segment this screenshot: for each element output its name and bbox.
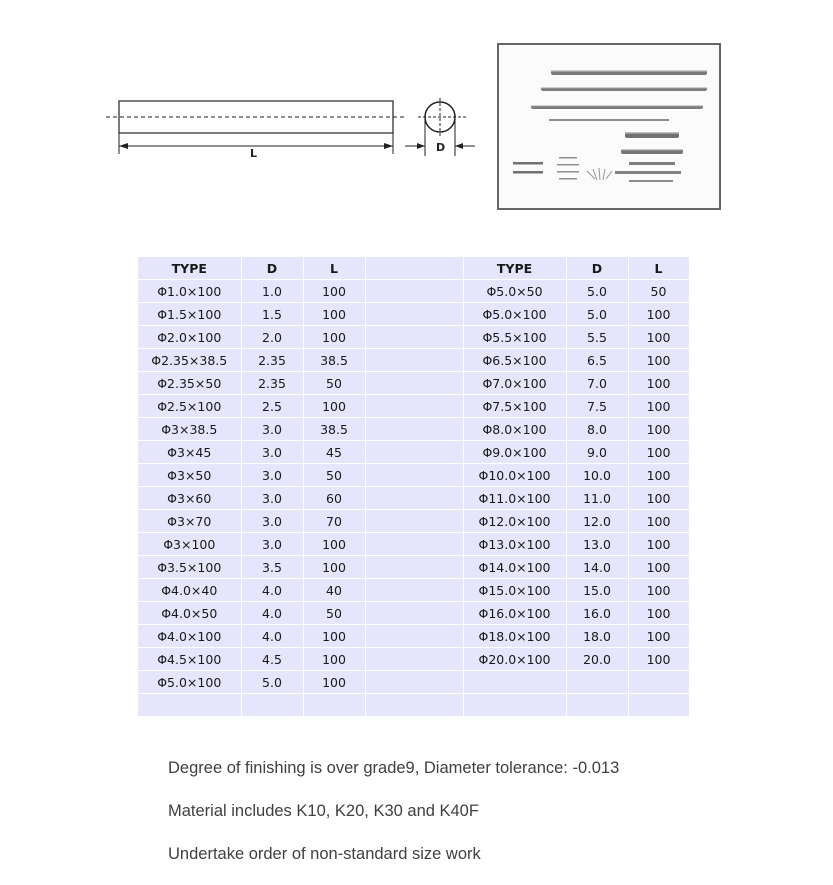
left-d-cell: 3.5 [241,556,303,579]
left-d-cell: 2.35 [241,372,303,395]
empty-cell [628,694,689,717]
left-l-cell: 100 [303,556,365,579]
left-l-cell: 70 [303,510,365,533]
right-l-cell: 100 [628,303,689,326]
right-l-cell: 100 [628,625,689,648]
left-l-cell: 38.5 [303,418,365,441]
table-row [138,326,689,349]
table-header-row [138,257,689,280]
right-d-cell: 6.5 [566,349,628,372]
spacer-cell [365,694,463,717]
left-type-cell: Φ2.5×100 [138,395,241,418]
right-type-cell: Φ7.5×100 [463,395,566,418]
right-d-cell: 11.0 [566,487,628,510]
right-l-cell: 100 [628,579,689,602]
left-d-cell: 2.5 [241,395,303,418]
spacer-cell [365,625,463,648]
left-l-cell: 50 [303,602,365,625]
left-d-cell: 1.5 [241,303,303,326]
finishing-tolerance-note: Degree of finishing is over grade9, Diameter tolerance: -0.013 [168,759,620,777]
right-l-cell: 50 [628,280,689,303]
left-d-cell: 3.0 [241,464,303,487]
rod-dimension-diagram [100,88,485,178]
empty-cell [463,694,566,717]
left-l-cell: 50 [303,372,365,395]
left-type-cell: Φ3×70 [138,510,241,533]
left-d-cell: 4.5 [241,648,303,671]
right-l-cell: 100 [628,418,689,441]
left-header-type: TYPE [138,257,241,280]
left-d-cell: 3.0 [241,510,303,533]
spacer-cell [365,326,463,349]
length-arrow-right [384,143,393,149]
right-type-cell: Φ12.0×100 [463,510,566,533]
left-d-cell: 2.35 [241,349,303,372]
right-l-cell: 100 [628,556,689,579]
left-l-cell: 40 [303,579,365,602]
right-type-cell: Φ7.0×100 [463,372,566,395]
left-l-cell: 100 [303,648,365,671]
left-l-cell: 100 [303,671,365,694]
right-d-cell: 8.0 [566,418,628,441]
spacer-cell [365,464,463,487]
left-d-cell: 5.0 [241,671,303,694]
spacer-cell [365,533,463,556]
right-d-cell: 5.0 [566,303,628,326]
table-row [138,441,689,464]
right-d-cell: 14.0 [566,556,628,579]
left-type-cell: Φ4.0×100 [138,625,241,648]
right-d-cell: 9.0 [566,441,628,464]
right-l-cell: 100 [628,441,689,464]
spacer-cell [365,372,463,395]
diameter-arrow-right [455,143,463,149]
right-type-cell: Φ16.0×100 [463,602,566,625]
right-type-cell: Φ13.0×100 [463,533,566,556]
left-type-cell: Φ2.35×50 [138,372,241,395]
spacer-cell [365,602,463,625]
spacer-cell [365,280,463,303]
left-d-cell: 4.0 [241,602,303,625]
custom-order-note: Undertake order of non-standard size work [168,845,481,863]
diameter-label: D [436,141,446,154]
table-row [138,487,689,510]
spacer-cell [365,487,463,510]
left-l-cell: 50 [303,464,365,487]
diameter-arrow-left [417,143,425,149]
right-header-d: D [566,257,628,280]
left-type-cell: Φ1.5×100 [138,303,241,326]
left-type-cell: Φ3×100 [138,533,241,556]
left-l-cell: 100 [303,303,365,326]
right-type-cell: Φ5.0×50 [463,280,566,303]
right-type-cell: Φ15.0×100 [463,579,566,602]
right-l-cell: 100 [628,349,689,372]
right-header-type: TYPE [463,257,566,280]
right-header-l: L [628,257,689,280]
right-l-cell: 100 [628,326,689,349]
right-d-cell: 20.0 [566,648,628,671]
table-row [138,602,689,625]
right-l-cell: 100 [628,533,689,556]
left-type-cell: Φ2.0×100 [138,326,241,349]
empty-cell [463,671,566,694]
right-type-cell: Φ10.0×100 [463,464,566,487]
left-type-cell: Φ3×38.5 [138,418,241,441]
left-l-cell: 45 [303,441,365,464]
left-type-cell: Φ2.35×38.5 [138,349,241,372]
table-row [138,556,689,579]
left-type-cell: Φ3×45 [138,441,241,464]
spacer-cell [365,349,463,372]
carbide-rods-photo [499,45,719,208]
right-type-cell: Φ6.5×100 [463,349,566,372]
left-d-cell: 3.0 [241,533,303,556]
left-type-cell: Φ3×60 [138,487,241,510]
right-type-cell: Φ8.0×100 [463,418,566,441]
length-label: L [250,147,258,160]
right-type-cell: Φ20.0×100 [463,648,566,671]
table-row [138,510,689,533]
left-header-l: L [303,257,365,280]
left-d-cell: 3.0 [241,487,303,510]
right-l-cell: 100 [628,395,689,418]
spacer-cell [365,303,463,326]
right-l-cell: 100 [628,372,689,395]
left-l-cell: 100 [303,326,365,349]
empty-cell [566,694,628,717]
empty-cell [628,671,689,694]
right-type-cell: Φ11.0×100 [463,487,566,510]
table-row [138,694,689,717]
table-row [138,303,689,326]
right-d-cell: 5.0 [566,280,628,303]
empty-cell [241,694,303,717]
length-arrow-left [119,143,128,149]
size-spec-table [138,257,690,717]
table-row [138,533,689,556]
table-row [138,464,689,487]
left-d-cell: 4.0 [241,579,303,602]
table-row [138,579,689,602]
table-row [138,372,689,395]
table-row [138,280,689,303]
right-d-cell: 7.5 [566,395,628,418]
left-type-cell: Φ4.5×100 [138,648,241,671]
table-row [138,625,689,648]
right-l-cell: 100 [628,510,689,533]
spec-notes [168,756,768,885]
left-d-cell: 2.0 [241,326,303,349]
empty-cell [303,694,365,717]
left-d-cell: 3.0 [241,441,303,464]
spacer-cell [365,257,463,280]
right-type-cell: Φ5.0×100 [463,303,566,326]
empty-cell [566,671,628,694]
left-type-cell: Φ5.0×100 [138,671,241,694]
left-type-cell: Φ4.0×40 [138,579,241,602]
spacer-cell [365,395,463,418]
right-l-cell: 100 [628,602,689,625]
left-l-cell: 38.5 [303,349,365,372]
right-type-cell: Φ14.0×100 [463,556,566,579]
material-note: Material includes K10, K20, K30 and K40F [168,802,479,820]
spacer-cell [365,579,463,602]
right-type-cell: Φ9.0×100 [463,441,566,464]
right-d-cell: 10.0 [566,464,628,487]
empty-cell [138,694,241,717]
left-l-cell: 60 [303,487,365,510]
right-d-cell: 16.0 [566,602,628,625]
right-l-cell: 100 [628,648,689,671]
right-d-cell: 5.5 [566,326,628,349]
spacer-cell [365,648,463,671]
right-d-cell: 18.0 [566,625,628,648]
right-d-cell: 13.0 [566,533,628,556]
left-l-cell: 100 [303,280,365,303]
product-photo [497,43,721,210]
right-d-cell: 12.0 [566,510,628,533]
left-type-cell: Φ3×50 [138,464,241,487]
right-d-cell: 7.0 [566,372,628,395]
right-type-cell: Φ18.0×100 [463,625,566,648]
spacer-cell [365,441,463,464]
left-d-cell: 1.0 [241,280,303,303]
spacer-cell [365,510,463,533]
table-row [138,648,689,671]
right-type-cell: Φ5.5×100 [463,326,566,349]
left-type-cell: Φ1.0×100 [138,280,241,303]
left-d-cell: 3.0 [241,418,303,441]
table-row [138,395,689,418]
size-spec-table-body [138,257,689,717]
left-type-cell: Φ4.0×50 [138,602,241,625]
spacer-cell [365,556,463,579]
table-row [138,418,689,441]
left-header-d: D [241,257,303,280]
spacer-cell [365,671,463,694]
left-l-cell: 100 [303,395,365,418]
left-l-cell: 100 [303,533,365,556]
table-row [138,671,689,694]
right-d-cell: 15.0 [566,579,628,602]
left-l-cell: 100 [303,625,365,648]
left-d-cell: 4.0 [241,625,303,648]
spacer-cell [365,418,463,441]
table-row [138,349,689,372]
left-type-cell: Φ3.5×100 [138,556,241,579]
right-l-cell: 100 [628,487,689,510]
right-l-cell: 100 [628,464,689,487]
